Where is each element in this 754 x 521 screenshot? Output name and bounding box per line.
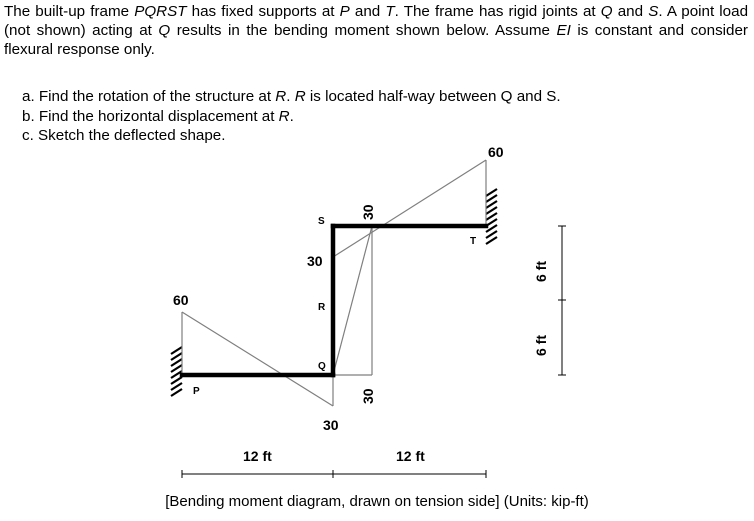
problem-text-segment: S (648, 3, 659, 20)
task-text-segment: R (294, 88, 306, 105)
moment-label-t: 60 (488, 144, 504, 160)
task-text-segment: a. Find the rotation of the structure at (22, 88, 276, 105)
bmd-left-diagonal (182, 312, 333, 406)
moment-label-s-top: 30 (360, 204, 376, 220)
task-text-segment: . (286, 88, 295, 105)
problem-text-segment: EI (556, 22, 571, 39)
task-text-segment: R (275, 88, 287, 105)
dimension-left-span: 12 ft (243, 448, 272, 464)
problem-text-segment: PQRST (134, 3, 187, 20)
frame-members (182, 226, 486, 375)
task-text-segment: b. Find the horizontal displacement at (22, 107, 279, 125)
vertical-dimension (558, 226, 566, 375)
problem-text-segment: and (612, 3, 649, 20)
task-text-segment: is located half-way between Q and S. (305, 88, 561, 105)
moment-label-q-bottom: 30 (323, 417, 339, 433)
moment-label-q-right: 30 (360, 388, 376, 404)
dimension-upper-height: 6 ft (533, 261, 549, 282)
diagram-caption: [Bending moment diagram, drawn on tension side] (Units: kip-ft) (165, 493, 589, 510)
horizontal-dimension (182, 470, 486, 478)
problem-text-segment: The built-up frame (4, 3, 135, 20)
problem-text-segment: . A point load (not shown) acting at (4, 3, 749, 39)
task-text-segment: R (278, 107, 290, 125)
problem-text-segment: results in the bending moment shown below. Assume (170, 22, 557, 39)
label-q: Q (318, 361, 326, 372)
bmd-right-diagonal (333, 160, 486, 257)
bmd-column-diagonal (333, 226, 372, 375)
task-text-segment: c. Sketch the deflected shape. (22, 127, 226, 144)
dimension-lower-height: 6 ft (533, 335, 549, 356)
dimension-right-span: 12 ft (396, 448, 425, 464)
label-s: S (318, 216, 325, 227)
task-text-segment: . (289, 107, 294, 125)
moment-label-p: 60 (173, 292, 189, 308)
problem-text-segment: Q (158, 22, 171, 39)
fixed-support-p (171, 347, 182, 396)
label-r: R (318, 302, 326, 313)
moment-label-s-left: 30 (307, 253, 323, 269)
problem-text-segment: P (339, 3, 350, 20)
fixed-support-t (486, 189, 497, 244)
label-p: P (193, 386, 200, 397)
problem-text-segment: . The frame has rigid joints at (394, 3, 601, 20)
problem-text-segment: is constant and consider flexural response only. (4, 22, 748, 58)
problem-text-segment: Q (600, 3, 613, 20)
problem-text-segment: and (349, 3, 386, 20)
label-t: T (470, 236, 477, 247)
problem-text-segment: has fixed supports at (186, 3, 340, 20)
problem-text-segment: T (385, 3, 395, 20)
